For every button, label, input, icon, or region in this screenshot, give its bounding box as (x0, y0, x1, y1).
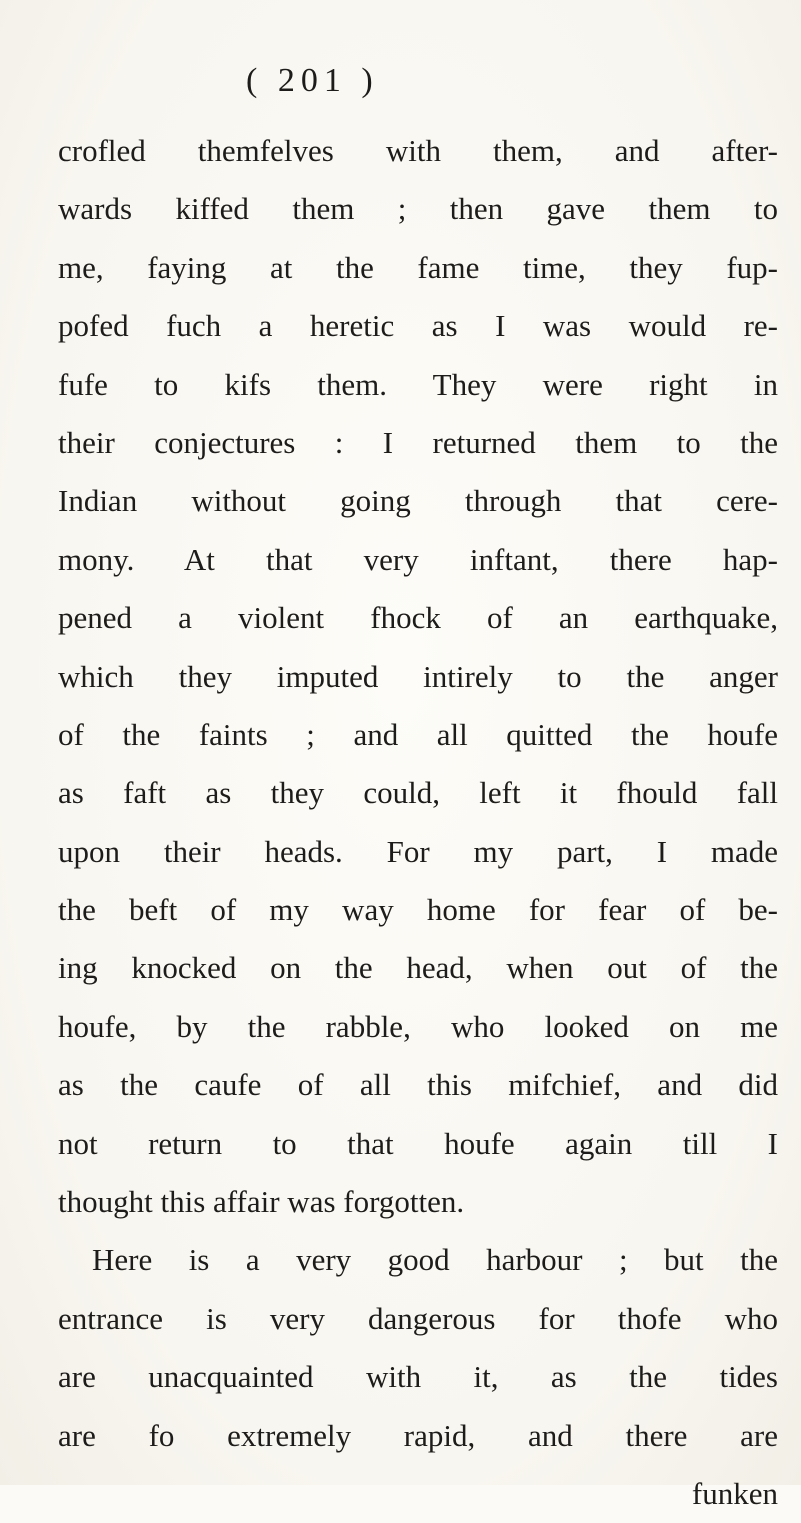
text-line: ing knocked on the head, when out of the (58, 950, 778, 986)
text-line: wards kiffed them ; then gave them to (58, 191, 778, 227)
text-line: pened a violent fhock of an earthquake, (58, 600, 778, 636)
text-line: pofed fuch a heretic as I was would re- (58, 308, 778, 344)
page-number: ( 201 ) (246, 62, 379, 99)
text-line: as faft as they could, left it fhould fall (58, 775, 778, 811)
text-line: upon their heads. For my part, I made (58, 833, 778, 869)
text-line: not return to that houfe again till I (58, 1125, 778, 1161)
text-line: are unacquainted with it, as the tides (58, 1359, 778, 1395)
text-line: the beft of my way home for fear of be- (58, 892, 778, 928)
text-line: entrance is very dangerous for thofe who (58, 1300, 778, 1336)
text-line: which they imputed intirely to the anger (58, 658, 778, 694)
text-line: of the faints ; and all quitted the houfe (58, 716, 778, 752)
text-line: Indian without going through that cere- (58, 483, 778, 519)
text-line: fufe to kifs them. They were right in (58, 366, 778, 402)
text-line: me, faying at the fame time, they fup- (58, 249, 778, 285)
text-line: mony. At that very inftant, there hap- (58, 541, 778, 577)
text-line: thought this affair was forgotten. (58, 1184, 465, 1220)
text-line: Here is a very good harbour ; but the (92, 1242, 778, 1278)
text-line: are fo extremely rapid, and there are (58, 1417, 778, 1453)
body-text (58, 122, 778, 1523)
text-line: their conjectures : I returned them to the (58, 424, 778, 460)
text-line: as the caufe of all this mifchief, and did (58, 1067, 778, 1103)
catchword: funken (691, 1475, 778, 1511)
text-line: crofled themfelves with them, and after- (58, 133, 778, 168)
text-line: houfe, by the rabble, who looked on me (58, 1008, 778, 1044)
